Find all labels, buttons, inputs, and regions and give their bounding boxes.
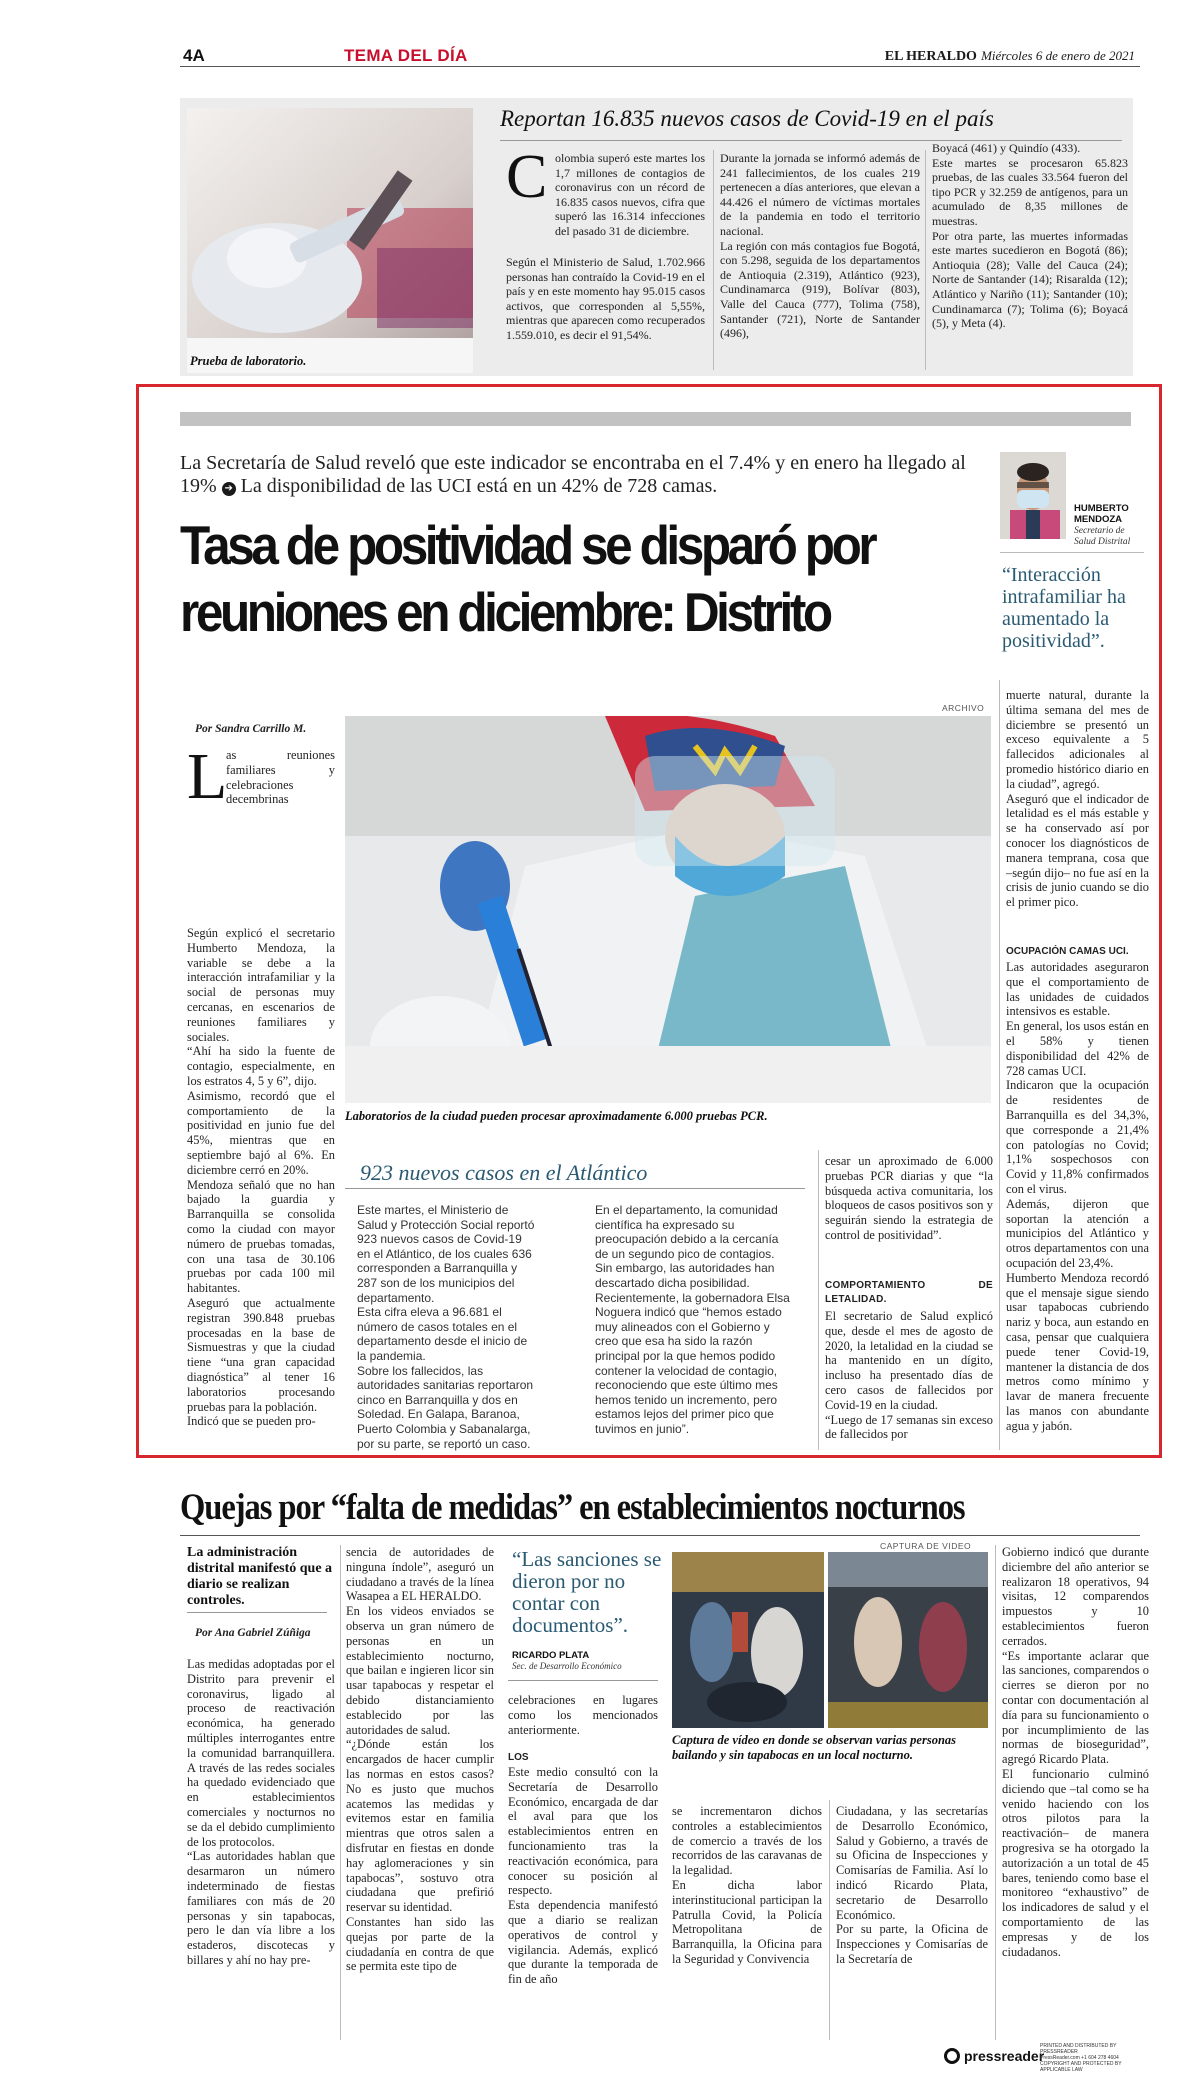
pressreader-logo-icon (944, 2048, 960, 2064)
bottom-pull-quote: “Las sanciones se dieron por no contar con documentos”. (512, 1547, 662, 1637)
main-col1-rest: Según explicó el secretario Humberto Mendoza, la variable se debe a la interacción intrafamiliar y la social de personas muy cercanas, en escenarios de reuniones familiares y sociales. “Ahí ha sido la fuente de contagio, especialmente, en los estratos 4, 5 y 6”, dijo. Asimismo, recordó que el comportamiento de la positividad en junio fue del 45%, mientras que en septiembre bajó al 6%. En diciembre cerró en 20%. Mendoza señaló que no han bajado la guardia y Barranquilla se consolida como la ciudad con mayor número de pruebas tomadas, con una tasa de 30.106 pruebas por cada 100 mil habitantes. Aseguró que actualmente registran 390.848 pruebas procesadas en la base de Sismuestras y que la ciudad tiene “una gran capacidad diagnóstica” al tener 16 laboratorios procesando pruebas para la población. Indicó que se pueden pro- (187, 926, 335, 1429)
main-dropcap: L (187, 740, 228, 813)
section-label: TEMA DEL DÍA (344, 46, 468, 65)
main-col-divider-4 (818, 1150, 819, 1450)
main-col-divider-5 (999, 680, 1000, 1450)
main-headline: Tasa de positividad se disparó por reuniones en diciembre: Distrito (180, 514, 875, 643)
source-portrait (1000, 452, 1066, 539)
nightclub-photo-left (672, 1552, 824, 1728)
bottom-col1: Las medidas adoptadas por el Distrito para prevenir el coronavirus, ligado al proceso de reactivación económica, ha generado múltiples interrogantes entre la comunidad barranquillera. A través de las redes sociales ha quedado evidenciado que en establecimientos comerciales y nocturnos no se da el debido cumplimiento de los protocolos. “Las autoridades hablan que desarmaron un número indeterminado de fiestas familiares con más de 20 personas y sin tapabocas, pero le dan vía libre a los estaderos, discotecas y billares y ahí no hay pre- (187, 1657, 335, 1967)
bottom-col-divider-1 (340, 1545, 341, 2040)
main-pull-quote: “Interacción intrafamiliar ha aumentado la positividad”. (1002, 564, 1126, 652)
top-photo-caption: Prueba de laboratorio. (190, 354, 307, 368)
bottom-deck-rule (187, 1612, 327, 1613)
page-number: 4A (183, 46, 205, 65)
bottom-quote-rule (508, 1680, 658, 1681)
top-dropcap: C (506, 143, 548, 211)
main-top-grey-bar (180, 412, 1131, 426)
bottom-col-divider-5 (995, 1545, 996, 2040)
portrait-image (1000, 452, 1066, 539)
bottom-col5: Ciudadana, y las secretarías de Desarrollo Económico, Salud y Gobierno, a través de su Oficina de Inspecciones y Comisarías de Familia. Así lo indicó Ricardo Plata, secretario de Desarrollo Económico. Por su parte, la Oficina de Inspecciones y Comisarías de la Secretaría de (836, 1804, 988, 1966)
top-title: Reportan 16.835 nuevos casos de Covid-19 en el país (500, 106, 994, 131)
main-photo-credit: ARCHIVO (942, 703, 985, 713)
main-box-col1: Este martes, el Ministerio de Salud y Protección Social reportó 923 nuevos casos de Covid-19 en el Atlántico, de los cuales 636 corresponden a Barranquilla y 287 son de los municipios del departamento. Esta cifra eleva a 96.681 el número de casos totales en el departamento desde el inicio de la pandemia. Sobre los fallecidos, las autoridades sanitarias reportaron cinco en Barranquilla y dos en Soledad. En Galapa, Baranoa, Puerto Colombia y Sabanalarga, por su parte, se reportó un caso. (357, 1203, 535, 1451)
lab-worker-photo (345, 716, 991, 1103)
main-deck-part1: La Secretaría de Salud reveló que este indicador se encontraba en el 7.4% y en enero ha llegado al 19% (180, 452, 966, 497)
main-byline: Por Sandra Carrillo M. (195, 723, 307, 735)
bottom-photo-caption: Captura de vídeo en donde se observan varias personas bailando y sin tapabocas en un local nocturno. (672, 1733, 957, 1762)
main-col4-rest: El secretario de Salud explicó que, desde el mes de agosto de 2020, la letalidad en la ciudad se ha mantenido en un dígito, incluso ha presentado días de cero casos de fallecidos por Covid-19 en la ciudad. “Luego de 17 semanas sin exceso de fallecidos por (825, 1309, 993, 1442)
main-box-rule (345, 1188, 805, 1189)
bottom-headline-rule (180, 1535, 1140, 1536)
top-col1-rest: Según el Ministerio de Salud, 1.702.966 personas han contraído la Covid-19 en el país y en este momento hay 95.015 casos activos, que corresponden al 5,55%, mientras que aparecen como recuperados 1.559.010, es decir el 91,54%. (506, 255, 705, 342)
top-col-divider-2 (925, 150, 926, 370)
main-box-title: 923 nuevos casos en el Atlántico (360, 1160, 648, 1185)
bottom-photo-credit: CAPTURA DE VIDEO (880, 1541, 972, 1551)
lab-worker-image (345, 716, 991, 1103)
paper-dateline (885, 48, 1135, 65)
quote-rule (1000, 552, 1144, 553)
bottom-col2: sencia de autoridades de ninguna índole”, aseguró un ciudadano a través de la línea Wasapea a EL HERALDO. En los videos enviados se observa un gran número de personas en un establecimiento nocturno, que bailan e ingieren licor sin usar tapabocas y respetar el debido distanciamiento establecido por las autoridades de salud. “¿Dónde están los encargados de hacer cumplir las normas en estos casos? No es justo que muchos acatemos las medidas y evitemos estar en familia mientras que otros salen a disfrutar en fiestas en donde hay aglomeraciones y sin tapabocas”, sostuvo otra ciudadana que prefirió reservar su identidad. Constantes han sido las quejas por parte de la ciudadanía en contra de que se permita este tipo de (346, 1545, 494, 1974)
bottom-source-name: RICARDO PLATA (512, 1650, 590, 1661)
main-deck-part2: La disponibilidad de las UCI está en un 42% de 728 camas. (240, 475, 718, 497)
nightclub-image-right (828, 1552, 988, 1728)
top-col3: Boyacá (461) y Quindío (433). Este martes se procesaron 65.823 pruebas, de las cuales 33.564 fueron del tipo PCR y 32.259 de antígenos, para un acumulado de 8,35 millones de muestras. Por otra parte, las muertes informadas este martes sucedieron en Bogotá (86); Antioquia (28); Valle del Cauca (24); Norte de Santander (14); Risaralda (12); Atlántico y Nariño (11); Santander (10); Cundinamarca (7); Tolima (6); Boyacá (5), y Meta (4). (932, 141, 1128, 331)
bottom-col3-subhead: LOS (508, 1752, 529, 1763)
main-source-name: HUMBERTO MENDOZA (1074, 503, 1129, 525)
bottom-byline: Por Ana Gabriel Zúñiga (195, 1627, 311, 1639)
top-col2: Durante la jornada se informó además de 241 fallecimientos, de los cuales 219 pertenecen a días anteriores, que elevan a 44.426 el número de víctimas mortales de la pandemia en todo el territorio nacional. La región con más contagios fue Bogotá, con 5.298, seguida de los departamentos de Antioquia (2.319), Atlántico (923), Cundinamarca (919), Bolívar (803), Valle del Cauca (777), Tolima (758), Santander (721), Norte de Santander (496), (720, 151, 920, 341)
pressreader-fine-print: PRINTED AND DISTRIBUTED BY PRESSREADER PressReader.com +1 604 278 4604 COPYRIGHT AND PROTECTED BY APPLICABLE LAW (1040, 2043, 1122, 2073)
main-col1-lead: as reuniones familiares y celebraciones decembrinas (226, 748, 335, 807)
main-col5-subhead: OCUPACIÓN CAMAS UCI. (1006, 946, 1129, 957)
paper-name: EL HERALDO (884, 49, 977, 64)
main-source-role: Secretario de Salud Distrital (1074, 526, 1131, 547)
main-col4-subhead: COMPORTAMIENTO DE LETALIDAD. (825, 1280, 993, 1305)
main-photo-caption: Laboratorios de la ciudad pueden procesar aproximadamente 6.000 pruebas PCR. (345, 1109, 768, 1123)
arrow-circle-icon: ➔ (222, 482, 236, 496)
lab-test-photo (187, 108, 473, 373)
main-box-col2: En el departamento, la comunidad científica ha expresado su preocupación debido a la cercanía de un segundo pico de contagios. Sin embargo, las autoridades han descartado dicha posibilidad. Recientemente, la gobernadora Elsa Noguera indicó que “hemos estado muy alineados con el Gobierno y creo que esa ha sido la razón principal por la que hemos podido contener la velocidad de contagio, reconociendo que este último mes hemos tenido un incremento, pero estamos lejos del primer pico que tuvimos en junio”. (595, 1203, 790, 1436)
bottom-col3-top: celebraciones en lugares como los mencionados anteriormente. (508, 1693, 658, 1737)
bottom-col6: Gobierno indicó que durante diciembre del año anterior se realizaron 18 operativos, 94 visitas, 12 comparendos impuestos y 10 establecimientos fueron cerrados. “Es importante aclarar que las sanciones, comparendos o cierres se dieron por no contar con documentación al día para su funcionamiento o por incumplimiento de las normas de bioseguridad”, agregó Ricardo Plata. El funcionario culminó diciendo que –tal como se ha venido haciendo con los otros pilotos para la reactivación– de manera progresiva se ha otorgado la autorización a un total de 45 bares, teniendo como base el monitoreo “exhaustivo” de los indicadores de salud y el comportamiento de las empresas y de los ciudadanos. (1002, 1545, 1149, 1959)
pressreader-brand: pressreader (964, 2048, 1045, 2064)
main-col4: cesar un aproximado de 6.000 pruebas PCR diarias y que “la búsqueda activa comunitaria, los bloqueos de casos positivos son y seguirán siendo la estrategia de control de positividad”. (825, 1154, 993, 1242)
nightclub-photo-right (828, 1552, 988, 1728)
top-col-divider-1 (713, 150, 714, 370)
bottom-col4: se incrementaron dichos controles a establecimientos de comercio a través de los recorridos de las caravanas de la legalidad. En dicha labor interinstitucional participan la Patrulla Covid, la Policía Metropolitana de Barranquilla, la Oficina para la Seguridad y Convivencia (672, 1804, 822, 1966)
nightclub-image-left (672, 1552, 824, 1728)
bottom-col-divider-4 (829, 1800, 830, 2040)
main-col5-rest: Las autoridades aseguraron que el comportamiento de las unidades de cuidados intensivos es estable. En general, los usos están en el 58% y tienen disponibilidad del 42% de 728 camas UCI. Indicaron que la ocupación de residentes de Barranquilla es del 34,3%, que corresponde a 21,4% con patologías no Covid; 1,1% sospechosos con Covid y 11,8% confirmados con el virus. Además, dijeron que soportan la atención a municipios del Atlántico y otros departamentos con una ocupación del 23,4%. Humberto Mendoza recordó que el mensaje sigue siendo usar tapabocas cubriendo nariz y boca, aun estando en casa, pensar que cualquiera puede tener Covid-19, mantener la distancia de dos metros como mínimo y lavar de manera frecuente las manos con abundante agua y jabón. (1006, 960, 1149, 1433)
main-col5-top: muerte natural, durante la última semana del mes de diciembre se presentó un exceso equivalente a 5 fallecidos adicionales al promedio histórico diario en la ciudad”, agregó. Aseguró que el indicador de letalidad es el más estable y se ha conservado así por conocer los diagnósticos de manera temprana, cosa que –según dijo– no fue así en la crisis de junio cuando se dio el primer pico. (1006, 688, 1149, 910)
edition-date: Miércoles 6 de enero de 2021 (981, 48, 1135, 63)
main-deck (180, 452, 980, 498)
bottom-deck: La administración distrital manifestó que a diario se realizan controles. (187, 1545, 333, 1608)
bottom-col3-rest: Este medio consultó con la Secretaría de Desarrollo Económico, encargada de dar el aval para que los establecimientos entren en funcionamiento tras la reactivación económica, para conocer su posición al respecto. Esta dependencia manifestó que a diario se realizan operativos de control y vigilancia. Además, explicó que durante la temporada de fin de año (508, 1765, 658, 1987)
header-rule (180, 66, 1140, 67)
lab-test-image (187, 108, 473, 373)
bottom-source-role: Sec. de Desarrollo Económico (512, 1661, 622, 1671)
bottom-headline: Quejas por “falta de medidas” en establecimientos nocturnos (180, 1487, 965, 1528)
top-col1-lead: olombia superó este martes los 1,7 millones de contagios de coronavirus con un récord de 16.835 casos nuevos, cifra que superó las 16.314 infecciones del pasado 31 de diciembre. (555, 151, 705, 238)
